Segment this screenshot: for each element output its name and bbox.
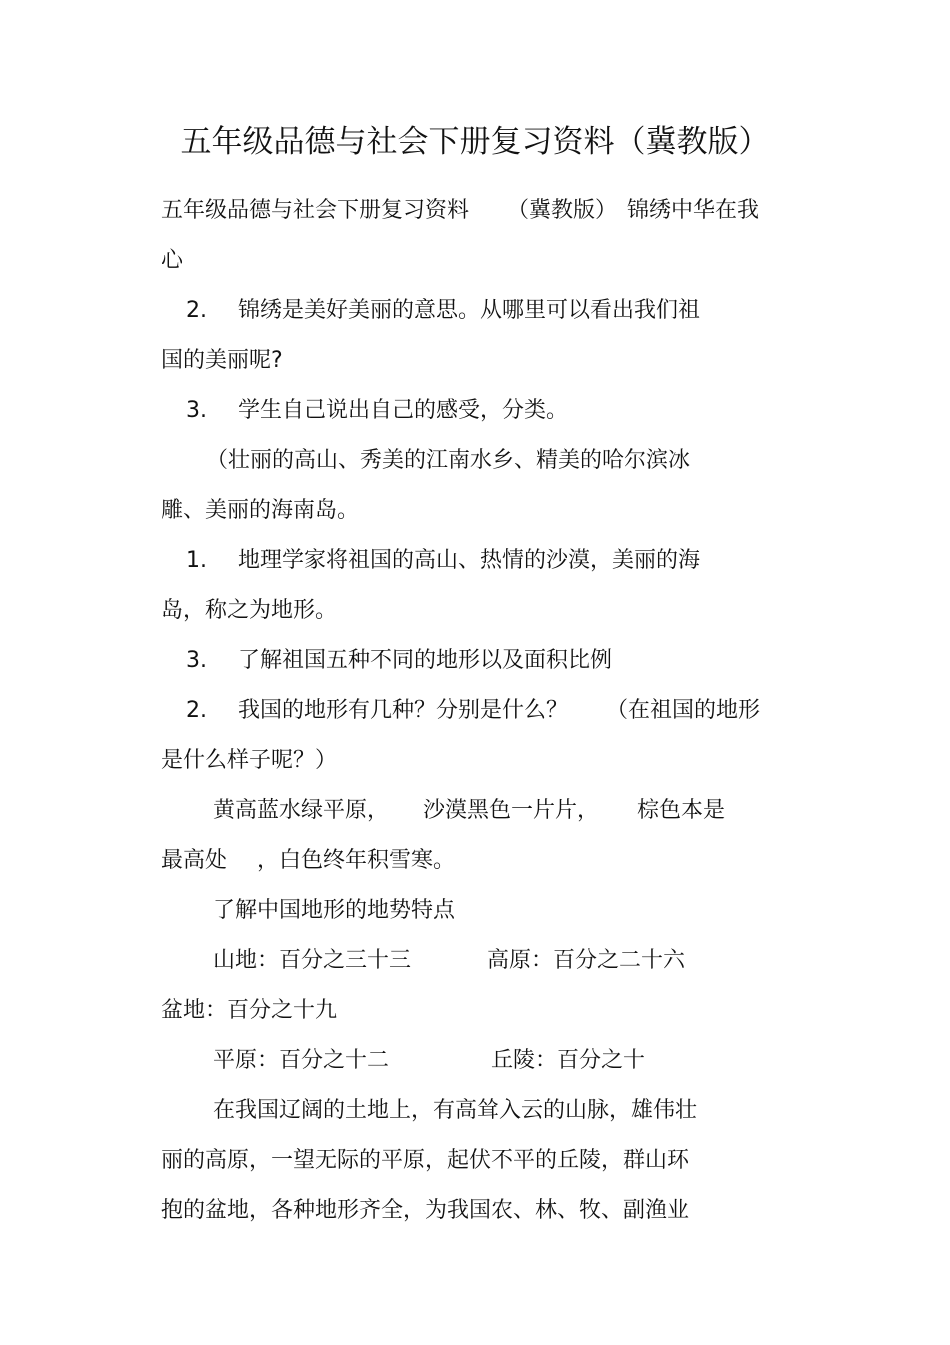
rhyme-part-3: 棕色本是 xyxy=(637,798,726,823)
closing-line-2: 丽的高原，一望无际的平原，起伏不平的丘陵，群山环 xyxy=(161,1148,690,1173)
closing-line-3: 抱的盆地，各种地形齐全，为我国农、林、牧、副渔业 xyxy=(161,1198,690,1223)
list-item-4 xyxy=(186,644,612,678)
document-title: 五年级品德与社会下册复习资料（冀教版） xyxy=(180,124,770,160)
rhyme-continuation xyxy=(161,844,455,878)
list-text: 学生自己说出自己的感受，分类。 xyxy=(238,398,569,423)
intro-topic: 锦绣中华在我 xyxy=(627,198,760,223)
list-text: 地理学家将祖国的高山、热情的沙漠，美丽的海 xyxy=(238,548,701,573)
list-item-2 xyxy=(186,394,568,428)
list-item-5-continuation: 是什么样子呢？） xyxy=(161,748,338,773)
feature-heading: 了解中国地形的地势特点 xyxy=(213,898,456,923)
list-text: 我国的地形有几种？分别是什么？ xyxy=(238,698,569,723)
list-item-1-continuation: 国的美丽呢? xyxy=(161,348,283,373)
list-number: 3. xyxy=(186,398,207,423)
parenthetical-continuation: 雕、美丽的海南岛。 xyxy=(161,498,360,523)
list-text-aside: （在祖国的地形 xyxy=(606,698,761,723)
closing-line-1: 在我国辽阔的土地上，有高耸入云的山脉，雄伟壮 xyxy=(213,1098,698,1123)
stats-row-1 xyxy=(213,944,685,978)
intro-continuation: 心 xyxy=(161,248,184,273)
stat-mountain: 山地：百分之三十三 xyxy=(213,948,412,973)
rhyme-cont-1: 最高处 xyxy=(161,848,228,873)
list-item-3-continuation: 岛，称之为地形。 xyxy=(161,598,338,623)
stat-plain: 平原：百分之十二 xyxy=(213,1048,390,1073)
list-number: 3. xyxy=(186,648,207,673)
list-number: 2. xyxy=(186,298,207,323)
rhyme-part-2: 沙漠黑色一片片， xyxy=(423,798,600,823)
parenthetical-line: （壮丽的高山、秀美的江南水乡、精美的哈尔滨冰 xyxy=(206,448,691,473)
list-number: 2. xyxy=(186,698,207,723)
list-number: 1. xyxy=(186,548,207,573)
intro-line xyxy=(161,194,759,228)
stats-row-2 xyxy=(213,1044,645,1078)
list-item-5 xyxy=(186,694,760,728)
rhyme-part-1: 黄高蓝水绿平原， xyxy=(213,798,390,823)
intro-text: 五年级品德与社会下册复习资料 xyxy=(161,198,470,223)
list-item-1 xyxy=(186,294,700,328)
rhyme-line xyxy=(213,794,725,828)
list-item-3 xyxy=(186,544,700,578)
rhyme-cont-2: ，白色终年积雪寒。 xyxy=(257,848,456,873)
stat-hills: 丘陵：百分之十 xyxy=(491,1048,646,1073)
intro-edition: （冀教版） xyxy=(507,198,618,223)
stat-basin: 盆地：百分之十九 xyxy=(161,998,338,1023)
list-text: 锦绣是美好美丽的意思。从哪里可以看出我们祖 xyxy=(238,298,701,323)
list-text: 了解祖国五种不同的地形以及面积比例 xyxy=(238,648,613,673)
stat-plateau: 高原：百分之二十六 xyxy=(487,948,686,973)
